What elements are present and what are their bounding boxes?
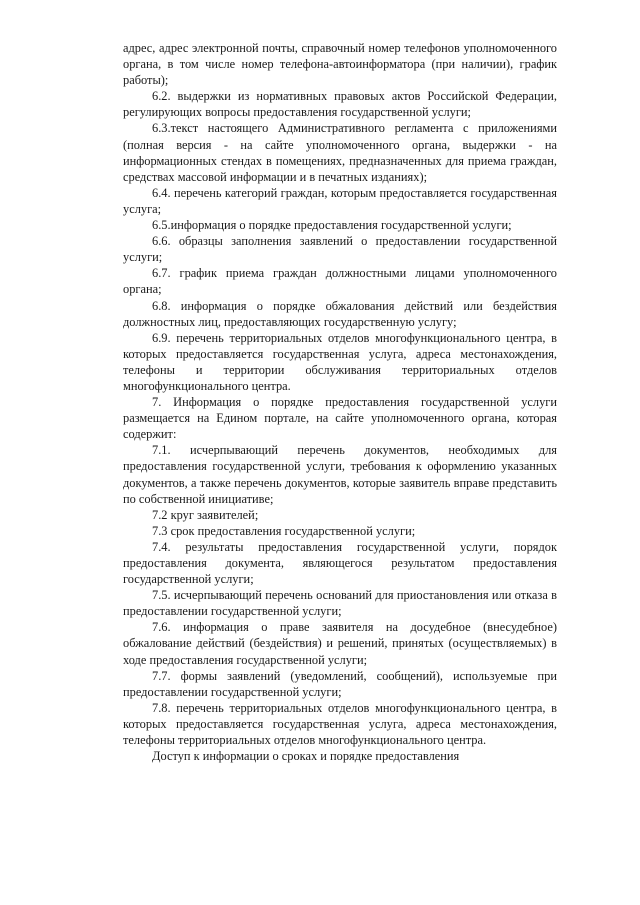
paragraph-7-4: 7.4. результаты предоставления государственной услуги, порядок предоставления документа, являющегося результатом предоставления государственной услуги; <box>123 539 557 587</box>
paragraph-6-6: 6.6. образцы заполнения заявлений о предоставлении государственной услуги; <box>123 234 557 265</box>
paragraph-6-8: 6.8. информация о порядке обжалования действий или бездействия должностных лиц, предоставляющих государственную услугу; <box>123 298 557 329</box>
paragraph-access-info: Доступ к информации о сроках и порядке предоставления <box>152 749 460 764</box>
paragraph-6-5: 6.5.информация о порядке предоставления государственной услуги; <box>152 218 512 233</box>
paragraph-7-1: 7.1. исчерпывающий перечень документов, необходимых для предоставления государственной услуги, требования к оформлению указанных документов, а также перечень документов, которые заявитель вправе представить по собственной инициативе; <box>123 443 557 506</box>
paragraph-7-2: 7.2 круг заявителей; <box>152 507 259 522</box>
paragraph-7-5: 7.5. исчерпывающий перечень оснований для приостановления или отказа в предоставлении государственной услуги; <box>123 588 557 619</box>
paragraph-6-3: 6.3.текст настоящего Административного регламента с приложениями (полная версия - на сайте уполномоченного органа, выдержки - на информационных стендах в помещениях, предназначенных для приема граждан, средствах массовой информации и в печатных изданиях); <box>123 121 557 184</box>
paragraph-7-6: 7.6. информация о праве заявителя на досудебное (внесудебное) обжалование действий (бездействия) и решений, принятых (осуществляемых) в ходе предоставления государственной услуги; <box>123 620 557 667</box>
paragraph-6-4: 6.4. перечень категорий граждан, которым предоставляется государственная услуга; <box>123 185 557 216</box>
paragraph-7: 7. Информация о порядке предоставления государственной услуги размещается на Едином портале, на сайте уполномоченного органа, которая содержит: <box>123 395 557 442</box>
paragraph-6-9: 6.9. перечень территориальных отделов многофункционального центра, в которых предоставляется государственная услуга, адреса местонахождения, телефоны и территории обслуживания территориальных отделов многофункционального центра. <box>123 330 557 393</box>
paragraph-6-7: 6.7. график приема граждан должностными лицами уполномоченного органа; <box>123 266 557 297</box>
paragraph-7-7: 7.7. формы заявлений (уведомлений, сообщений), используемые при предоставлении государственной услуги; <box>123 668 557 699</box>
paragraph-7-8: 7.8. перечень территориальных отделов многофункционального центра, в которых предоставляется государственная услуга, адреса местонахождения, телефоны территориальных отделов многофункционального центра. <box>123 700 557 748</box>
paragraph-contacts-continuation: адрес, адрес электронной почты, справочный номер телефонов уполномоченного органа, в том числе номер телефона-автоинформатора (при наличии), график работы); <box>123 41 557 88</box>
paragraph-6-2: 6.2. выдержки из нормативных правовых актов Российской Федерации, регулирующих вопросы предоставления государственной услуги; <box>123 89 557 120</box>
paragraph-7-3: 7.3 срок предоставления государственной услуги; <box>152 523 416 538</box>
document-body <box>123 40 557 764</box>
